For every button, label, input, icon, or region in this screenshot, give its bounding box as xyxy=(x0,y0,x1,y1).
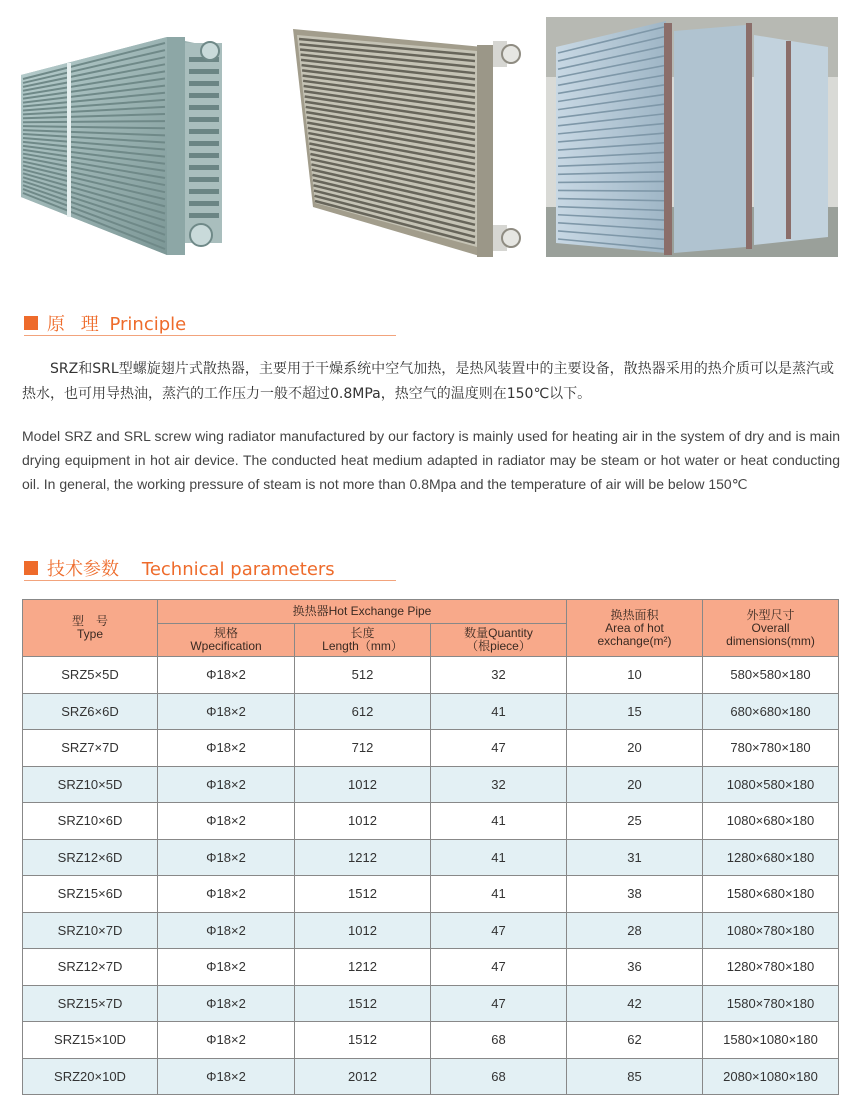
cell-specification: Φ18×2 xyxy=(158,766,295,803)
cell-area: 85 xyxy=(567,1058,703,1095)
cell-type: SRZ20×10D xyxy=(23,1058,158,1095)
cell-dimensions: 1080×780×180 xyxy=(703,912,839,949)
radiator-illustration xyxy=(17,17,238,257)
cell-area: 20 xyxy=(567,730,703,767)
cell-length: 1512 xyxy=(295,876,431,913)
cell-type: SRZ12×7D xyxy=(23,949,158,986)
heading-marker-icon xyxy=(24,316,38,330)
cell-area: 36 xyxy=(567,949,703,986)
header-type: 型 号 Type xyxy=(23,600,158,657)
table-row xyxy=(23,730,839,767)
principle-heading xyxy=(24,310,396,336)
cell-dimensions: 580×580×180 xyxy=(703,657,839,694)
header-hot-exchange-pipe: 换热器Hot Exchange Pipe xyxy=(158,600,567,624)
cell-specification: Φ18×2 xyxy=(158,730,295,767)
cell-specification: Φ18×2 xyxy=(158,985,295,1022)
cell-type: SRZ5×5D xyxy=(23,657,158,694)
cell-type: SRZ12×6D xyxy=(23,839,158,876)
cell-length: 2012 xyxy=(295,1058,431,1095)
cell-quantity: 47 xyxy=(431,912,567,949)
cell-dimensions: 780×780×180 xyxy=(703,730,839,767)
radiator-photo-3 xyxy=(546,17,838,257)
cell-area: 10 xyxy=(567,657,703,694)
cell-quantity: 41 xyxy=(431,876,567,913)
cell-length: 1012 xyxy=(295,912,431,949)
technical-parameters-heading xyxy=(24,555,396,581)
table-row xyxy=(23,912,839,949)
radiator-photo-2 xyxy=(287,17,526,257)
heading-marker-icon xyxy=(24,561,38,575)
cell-area: 20 xyxy=(567,766,703,803)
cell-type: SRZ15×10D xyxy=(23,1022,158,1059)
table-row xyxy=(23,839,839,876)
cell-type: SRZ6×6D xyxy=(23,693,158,730)
header-area: 换热面积 Area of hot exchange(m²) xyxy=(567,600,703,657)
cell-dimensions: 680×680×180 xyxy=(703,693,839,730)
cell-dimensions: 1580×680×180 xyxy=(703,876,839,913)
cell-dimensions: 1580×1080×180 xyxy=(703,1022,839,1059)
cell-specification: Φ18×2 xyxy=(158,949,295,986)
cell-quantity: 41 xyxy=(431,839,567,876)
cell-quantity: 41 xyxy=(431,693,567,730)
principle-text-english: Model SRZ and SRL screw wing radiator manufactured by our factory is mainly used for heating air in the system of dry and is main drying equipment in hot air device. The conducted heat medium adapted in radiator may be steam or hot water or heat conducting oil. In general, the working pressure of steam is not more than 0.8Mpa and the temperature of air will be below 150℃ xyxy=(22,428,840,492)
cell-specification: Φ18×2 xyxy=(158,839,295,876)
radiator-illustration xyxy=(546,17,838,257)
cell-type: SRZ10×6D xyxy=(23,803,158,840)
technical-parameters-title: 技术参数 Technical parameters xyxy=(47,559,335,580)
heading-underline xyxy=(24,335,396,336)
cell-type: SRZ15×6D xyxy=(23,876,158,913)
cell-specification: Φ18×2 xyxy=(158,803,295,840)
cell-dimensions: 1080×680×180 xyxy=(703,803,839,840)
cell-length: 1512 xyxy=(295,1022,431,1059)
table-row xyxy=(23,803,839,840)
cell-length: 612 xyxy=(295,693,431,730)
table-row xyxy=(23,1022,839,1059)
cell-specification: Φ18×2 xyxy=(158,1022,295,1059)
header-specification: 规格 Wpecification xyxy=(158,624,295,657)
cell-specification: Φ18×2 xyxy=(158,1058,295,1095)
cell-length: 1512 xyxy=(295,985,431,1022)
cell-quantity: 68 xyxy=(431,1058,567,1095)
table-row xyxy=(23,985,839,1022)
cell-dimensions: 1580×780×180 xyxy=(703,985,839,1022)
cell-area: 31 xyxy=(567,839,703,876)
radiator-photo-1 xyxy=(17,17,238,257)
header-length: 长度 Length（mm） xyxy=(295,624,431,657)
cell-quantity: 47 xyxy=(431,985,567,1022)
cell-area: 15 xyxy=(567,693,703,730)
cell-length: 712 xyxy=(295,730,431,767)
cell-quantity: 68 xyxy=(431,1022,567,1059)
cell-area: 38 xyxy=(567,876,703,913)
table-row xyxy=(23,657,839,694)
cell-length: 1212 xyxy=(295,839,431,876)
cell-quantity: 32 xyxy=(431,766,567,803)
cell-specification: Φ18×2 xyxy=(158,912,295,949)
cell-dimensions: 2080×1080×180 xyxy=(703,1058,839,1095)
cell-quantity: 47 xyxy=(431,730,567,767)
principle-title: 原 理 Principle xyxy=(47,314,187,335)
cell-type: SRZ15×7D xyxy=(23,985,158,1022)
table-row xyxy=(23,949,839,986)
table-row xyxy=(23,1058,839,1095)
cell-specification: Φ18×2 xyxy=(158,657,295,694)
technical-parameters-table xyxy=(22,599,839,1095)
cell-specification: Φ18×2 xyxy=(158,876,295,913)
cell-quantity: 41 xyxy=(431,803,567,840)
cell-length: 512 xyxy=(295,657,431,694)
table-body xyxy=(23,657,839,1095)
cell-length: 1212 xyxy=(295,949,431,986)
cell-length: 1012 xyxy=(295,766,431,803)
heading-underline xyxy=(24,580,396,581)
cell-type: SRZ10×7D xyxy=(23,912,158,949)
table-row xyxy=(23,766,839,803)
radiator-illustration xyxy=(287,17,526,257)
cell-area: 28 xyxy=(567,912,703,949)
cell-type: SRZ7×7D xyxy=(23,730,158,767)
cell-area: 62 xyxy=(567,1022,703,1059)
cell-dimensions: 1280×680×180 xyxy=(703,839,839,876)
cell-quantity: 47 xyxy=(431,949,567,986)
cell-dimensions: 1080×580×180 xyxy=(703,766,839,803)
cell-dimensions: 1280×780×180 xyxy=(703,949,839,986)
principle-text-chinese: SRZ和SRL型螺旋翅片式散热器，主要用于干燥系统中空气加热，是热风装置中的主要设备，散热器采用的热介质可以是蒸汽或热水，也可用导热油，蒸汽的工作压力一般不超过0.8MPa，热空气的温度则在150℃以下。 xyxy=(22,361,834,402)
cell-quantity: 32 xyxy=(431,657,567,694)
cell-area: 25 xyxy=(567,803,703,840)
table-row xyxy=(23,876,839,913)
cell-specification: Φ18×2 xyxy=(158,693,295,730)
cell-length: 1012 xyxy=(295,803,431,840)
header-dimensions: 外型尺寸 Overall dimensions(mm) xyxy=(703,600,839,657)
cell-type: SRZ10×5D xyxy=(23,766,158,803)
cell-area: 42 xyxy=(567,985,703,1022)
table-row xyxy=(23,693,839,730)
header-quantity: 数量Quantity （根piece） xyxy=(431,624,567,657)
